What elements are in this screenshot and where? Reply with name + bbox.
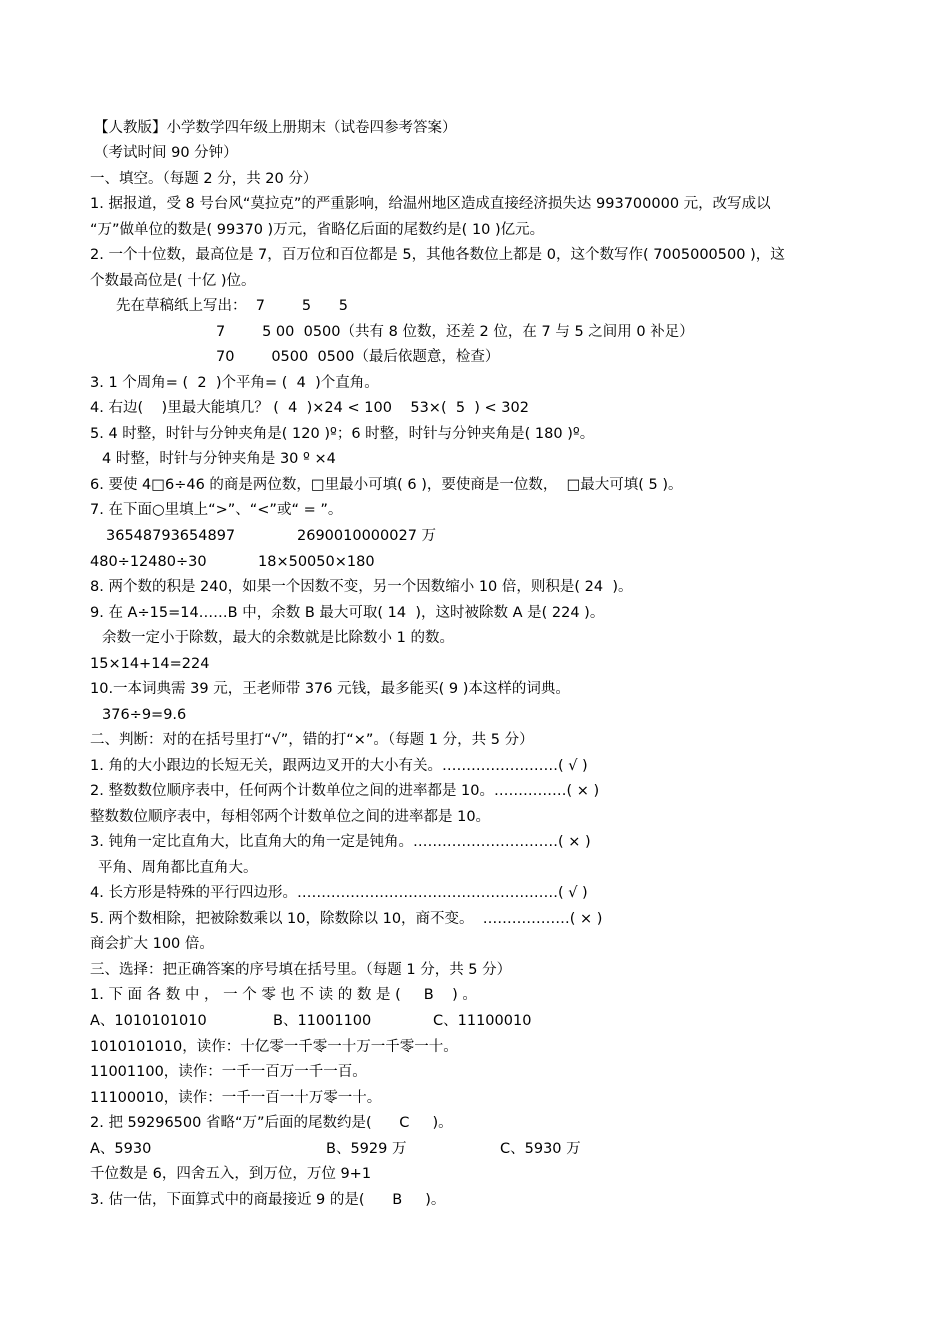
text-line: 11100010，读作：一千一百一十万零一十。 <box>90 1090 382 1106</box>
text-line: 3. 钝角一定比直角大，比直角大的角一定是钝角。…………………………( × ) <box>90 834 591 850</box>
text-line: 2. 整数数位顺序表中，任何两个计数单位之间的进率都是 10。……………( × ) <box>90 783 600 799</box>
text-line: 千位数是 6，四舍五入，到万位，万位 9+1 <box>90 1166 372 1182</box>
text-line: 先在草稿纸上写出： 7 5 5 <box>116 298 348 314</box>
text-line: 4. 长方形是特殊的平行四边形。………………………………………………( √ ) <box>90 885 588 901</box>
text-line: 1. 角的大小跟边的长短无关，跟两边叉开的大小有关。……………………( √ ) <box>90 758 588 774</box>
text-line: 3. 1 个周角= ( 2 )个平角= ( 4 )个直角。 <box>90 375 379 391</box>
exam-duration: （考试时间 90 分钟） <box>94 145 238 161</box>
text-line: 7. 在下面○里填上“>”、“<”或“ = ”。 <box>90 502 343 518</box>
text-line: 余数一定小于除数，最大的余数就是比除数小 1 的数。 <box>102 630 454 646</box>
option-b: B、11001100 <box>273 1013 372 1029</box>
text-line: 6. 要使 4□6÷46 的商是两位数，□里最小可填( 6 )，要使商是一位数， □最大可填( 5 )。 <box>90 477 683 493</box>
text-line: 4. 右边( )里最大能填几？ ( 4 )×24 < 100 53×( 5 ) < 302 <box>90 400 529 416</box>
text-line: 个数最高位是( 十亿 )位。 <box>90 273 256 289</box>
option-a: A、1010101010 <box>90 1013 207 1029</box>
option-b: B、5929 万 <box>326 1141 407 1157</box>
text-line: 10.一本词典需 39 元，王老师带 376 元钱，最多能买( 9 )本这样的词典。 <box>90 681 570 697</box>
section-1-heading: 一、填空。（每题 2 分，共 20 分） <box>90 171 318 187</box>
text-line: 3. 估一估，下面算式中的商最接近 9 的是( B )。 <box>90 1192 446 1208</box>
text-line: 7 5 00 0500（共有 8 位数，还差 2 位，在 7 与 5 之间用 0 补足） <box>216 324 694 340</box>
text-line: 15×14+14=224 <box>90 656 210 672</box>
text-line: 1. 据报道，受 8 号台风“莫拉克”的严重影响，给温州地区造成直接经济损失达 993700000 元，改写成以 <box>90 196 771 212</box>
text-line: 8. 两个数的积是 240，如果一个因数不变，另一个因数缩小 10 倍，则积是( 24 )。 <box>90 579 633 595</box>
text-line: 70 0500 0500（最后依题意，检查） <box>216 349 500 365</box>
text-line: 整数数位顺序表中，每相邻两个计数单位之间的进率都是 10。 <box>90 809 491 825</box>
text-line: 2690010000027 万 <box>297 528 437 544</box>
document-title: 【人教版】小学数学四年级上册期末（试卷四参考答案） <box>94 120 457 136</box>
text-line: 36548793654897 <box>106 528 236 544</box>
text-line: 4 时整，时针与分钟夹角是 30 º ×4 <box>102 451 336 467</box>
option-c: C、5930 万 <box>500 1141 581 1157</box>
text-line: 376÷9=9.6 <box>102 707 187 723</box>
text-line: 5. 4 时整，时针与分钟夹角是( 120 )º；6 时整，时针与分钟夹角是( 180 )º。 <box>90 426 595 442</box>
text-line: 1. 下 面 各 数 中 ， 一 个 零 也 不 读 的 数 是 ( B ) 。 <box>90 987 477 1003</box>
text-line: 1010101010，读作：十亿零一千零一十万一千零一十。 <box>90 1039 458 1055</box>
text-line: “万”做单位的数是( 99370 )万元，省略亿后面的尾数约是( 10 )亿元。 <box>90 222 545 238</box>
text-line: 5. 两个数相除，把被除数乘以 10，除数除以 10，商不变。 ………………( × ) <box>90 911 603 927</box>
text-line: 商会扩大 100 倍。 <box>90 936 214 952</box>
section-2-heading: 二、判断：对的在括号里打“√”，错的打“×”。（每题 1 分，共 5 分） <box>90 732 534 748</box>
text-line: 平角、周角都比直角大。 <box>98 860 258 876</box>
option-a: A、5930 <box>90 1141 152 1157</box>
text-line: 18×50050×180 <box>258 554 375 570</box>
text-line: 2. 一个十位数，最高位是 7，百万位和百位都是 5，其他各数位上都是 0，这个数写作( 7005000500 )，这 <box>90 247 785 263</box>
text-line: 9. 在 A÷15=14……B 中，余数 B 最大可取( 14 )，这时被除数 A 是( 224 )。 <box>90 605 605 621</box>
text-line: 2. 把 59296500 省略“万”后面的尾数约是( C )。 <box>90 1115 453 1131</box>
text-line: 480÷12480÷30 <box>90 554 207 570</box>
section-3-heading: 三、选择：把正确答案的序号填在括号里。（每题 1 分，共 5 分） <box>90 962 512 978</box>
text-line: 11001100，读作：一千一百万一千一百。 <box>90 1064 367 1080</box>
option-c: C、11100010 <box>433 1013 532 1029</box>
